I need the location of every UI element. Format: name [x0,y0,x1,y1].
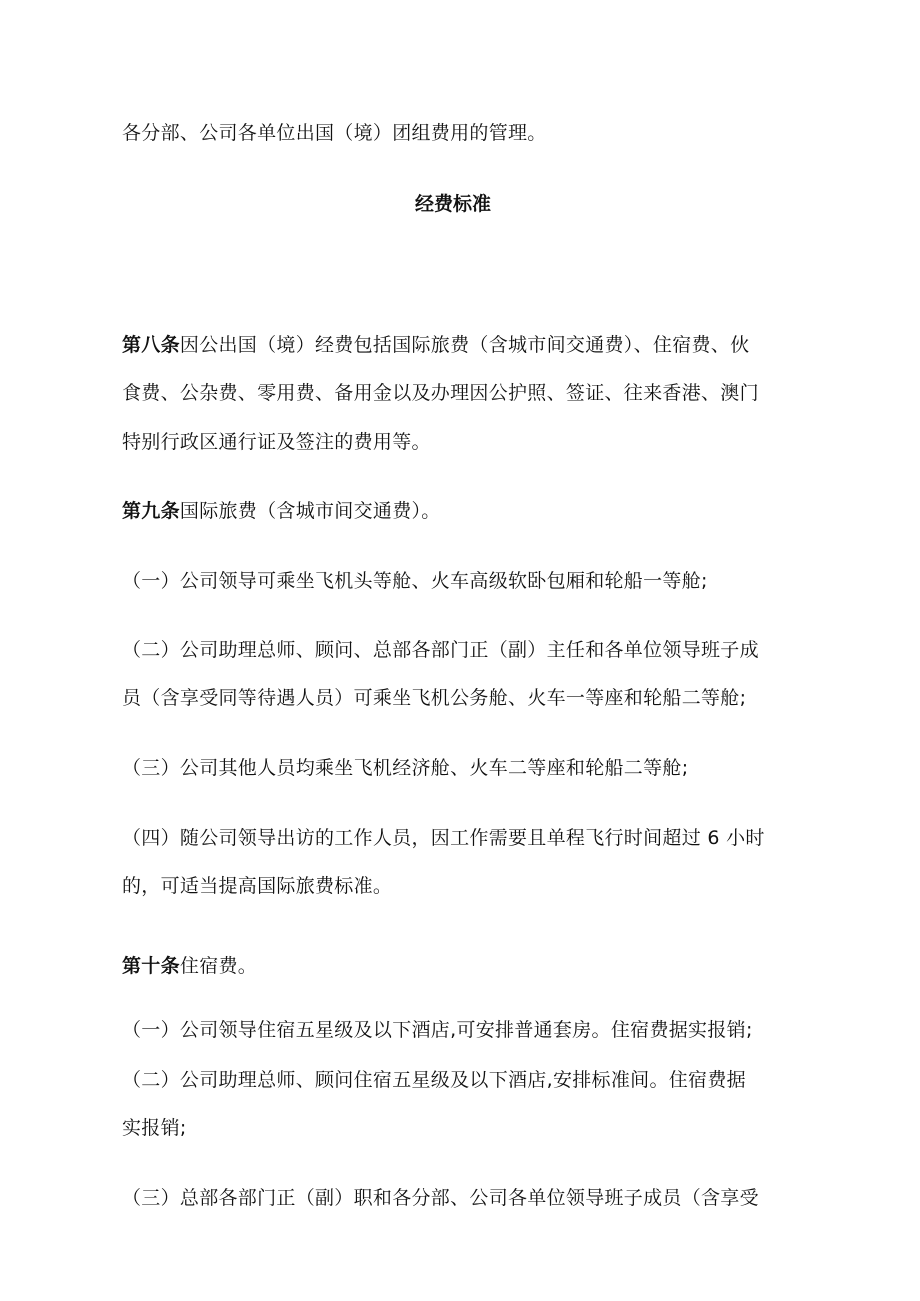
article-9-item-4-line-2: 的，可适当提高国际旅费标准。 [122,875,393,897]
article-8-text-1: 因公出国（境）经费包括国际旅费（含城市间交通费）、住宿费、伙 [179,334,750,356]
article-10-heading [122,954,257,978]
article-9-item-2-line-2: 员（含享受同等待遇人员）可乘坐飞机公务舱、火车一等座和轮船二等舱; [122,687,747,709]
article-10-item-3-line-1: （三）总部各部门正（副）职和各分部、公司各单位领导班子成员（含享受 [122,1187,759,1209]
article-8-line-3: 特别行政区通行证及签注的费用等。 [122,431,431,453]
article-9-heading [122,499,441,523]
intro-line: 各分部、公司各单位出国（境）团组费用的管理。 [122,122,547,144]
article-9-item-3: （三）公司其他人员均乘坐飞机经济舱、火车二等座和轮船二等舱; [122,757,689,779]
article-10-text: 住宿费。 [179,955,258,977]
article-8-line-2: 食费、公杂费、零用费、备用金以及办理因公护照、签证、往来香港、澳门 [122,382,759,404]
article-8-label: 第八条 [122,334,180,356]
article-9-item-1: （一）公司领导可乘坐飞机头等舱、火车高级软卧包厢和轮船一等舱; [122,570,708,592]
article-8-line-1 [122,333,749,357]
article-10-item-1: （一）公司领导住宿五星级及以下酒店,可安排普通套房。住宿费据实报销; [122,1019,753,1041]
article-9-item-4-line-1: （四）随公司领导出访的工作人员，因工作需要且单程飞行时间超过 6 小时 [122,827,765,849]
article-9-item-2-line-1: （二）公司助理总师、顾问、总部各部门正（副）主任和各单位领导班子成 [122,639,759,661]
article-9-text: 国际旅费（含城市间交通费）。 [179,500,441,522]
article-10-label: 第十条 [122,955,180,977]
article-9-label: 第九条 [122,500,180,522]
article-10-item-2-line-2: 实报销; [122,1117,187,1139]
section-title: 经费标准 [414,193,491,215]
article-10-item-2-line-1: （二）公司助理总师、顾问住宿五星级及以下酒店,安排标准间。住宿费据 [122,1069,746,1091]
